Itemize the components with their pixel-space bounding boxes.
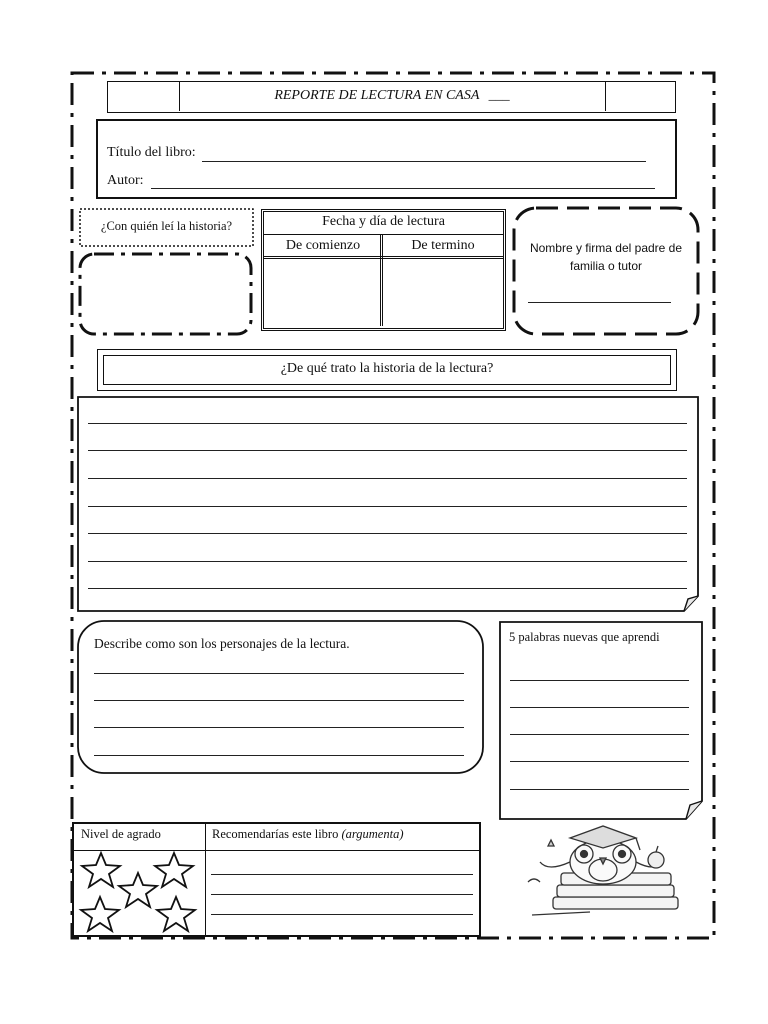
- reading-dates-heading: Fecha y día de lectura: [322, 214, 445, 229]
- book-title-label: Título del libro:: [107, 145, 196, 160]
- new-word-line[interactable]: [510, 761, 689, 762]
- characters-line[interactable]: [94, 755, 464, 756]
- story-line[interactable]: [88, 423, 687, 424]
- characters-line[interactable]: [94, 700, 464, 701]
- story-line[interactable]: [88, 561, 687, 562]
- rating-table: [72, 822, 481, 937]
- story-question: ¿De qué trato la historia de la lectura?: [280, 361, 494, 376]
- author-field[interactable]: [151, 188, 655, 189]
- story-line[interactable]: [88, 478, 687, 479]
- end-date-label: De termino: [411, 238, 475, 253]
- recommend-line[interactable]: [211, 894, 473, 895]
- parent-signature-label: Nombre y firma del padre de familia o tutor: [529, 241, 683, 273]
- page-title: REPORTE DE LECTURA EN CASA ___: [274, 88, 510, 103]
- recommend-label: [212, 827, 404, 842]
- characters-line[interactable]: [94, 673, 464, 674]
- companion-answer-field[interactable]: [88, 262, 244, 326]
- story-box: [78, 397, 698, 611]
- new-words-prompt: 5 palabras nuevas que aprendi: [509, 630, 660, 644]
- author-label: Autor:: [107, 173, 144, 188]
- parent-signature-field[interactable]: [528, 302, 671, 303]
- new-word-line[interactable]: [510, 789, 689, 790]
- story-line[interactable]: [88, 588, 687, 589]
- start-date-field[interactable]: [270, 264, 374, 322]
- owl-graduate-icon: [528, 826, 678, 915]
- recommend-line[interactable]: [211, 914, 473, 915]
- new-word-line[interactable]: [510, 707, 689, 708]
- story-line[interactable]: [88, 533, 687, 534]
- companion-question: ¿Con quién leí la historia?: [100, 219, 233, 233]
- book-info-box: [96, 119, 677, 199]
- start-date-label: De comienzo: [285, 238, 361, 253]
- book-title-field[interactable]: [202, 161, 646, 162]
- characters-prompt: Describe como son los personajes de la lectura.: [94, 636, 350, 651]
- new-word-line[interactable]: [510, 680, 689, 681]
- recommend-text: Recomendarías este libro: [212, 827, 339, 841]
- new-word-line[interactable]: [510, 734, 689, 735]
- rating-label: Nivel de agrado: [81, 827, 161, 841]
- recommend-line[interactable]: [211, 874, 473, 875]
- header-table: [107, 81, 676, 113]
- end-date-field[interactable]: [388, 264, 496, 322]
- title-blank: ___: [488, 88, 510, 103]
- recommend-hint: (argumenta): [341, 827, 404, 841]
- story-line[interactable]: [88, 450, 687, 451]
- story-question-banner: [97, 349, 677, 391]
- characters-line[interactable]: [94, 727, 464, 728]
- reading-dates-table: [261, 209, 506, 331]
- story-line[interactable]: [88, 506, 687, 507]
